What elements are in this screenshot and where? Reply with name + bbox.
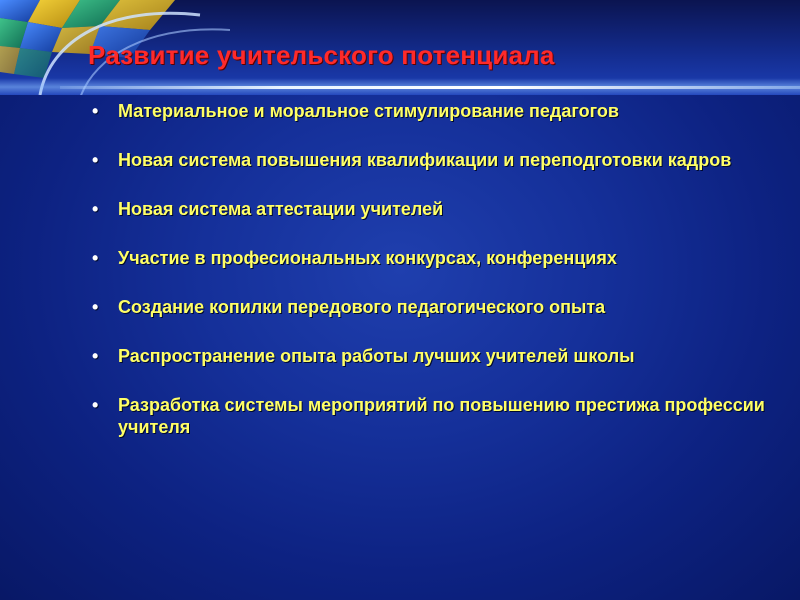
- bullet-text: Участие в професиональных конкурсах, конференциях: [118, 248, 617, 268]
- bullet-icon: •: [92, 101, 99, 121]
- bullet-list: [92, 100, 792, 465]
- bullet-item: [92, 149, 792, 171]
- bullet-icon: •: [92, 297, 99, 317]
- slide-title: Развитие учительского потенциала: [88, 40, 555, 70]
- bullet-item: [92, 394, 792, 438]
- bullet-icon: •: [92, 150, 99, 170]
- bullet-text: Распространение опыта работы лучших учителей школы: [118, 346, 635, 366]
- bullet-item: [92, 247, 792, 269]
- bullet-item: [92, 345, 792, 367]
- bullet-icon: •: [92, 346, 99, 366]
- header-divider: [60, 86, 800, 89]
- bullet-item: [92, 100, 792, 122]
- bullet-text: Материальное и моральное стимулирование педагогов: [118, 101, 619, 121]
- bullet-text: Разработка системы мероприятий по повышению престижа профессии учителя: [118, 395, 765, 437]
- bullet-item: [92, 296, 792, 318]
- bullet-text: Новая система повышения квалификации и переподготовки кадров: [118, 150, 732, 170]
- bullet-text: Новая система аттестации учителей: [118, 199, 444, 219]
- bullet-icon: •: [92, 248, 99, 268]
- header-band: [0, 0, 800, 95]
- bullet-icon: •: [92, 395, 99, 415]
- bullet-text: Создание копилки передового педагогического опыта: [118, 297, 606, 317]
- bullet-item: [92, 198, 792, 220]
- bullet-icon: •: [92, 199, 99, 219]
